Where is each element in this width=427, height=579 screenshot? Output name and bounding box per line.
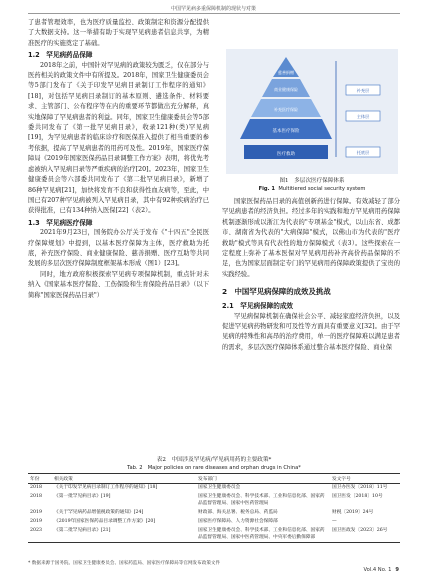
cell-year: 2019 — [30, 519, 42, 525]
paragraph: 罕见病保障机制在确保社会公平、减轻家庭经济负担，以及促进罕见病药物研发和可及性等方面具有重要意义[32]。由于罕见病的特殊性和高昂的治疗费用，单一的医疗保障难以满足患者的需求，多层次医疗保障体系通过整合基本医疗保险、商业保 — [222, 312, 400, 351]
cell-doc-number: — — [332, 519, 337, 525]
table-caption-en: Tab. 2 Major policies on rare diseases and orphan drugs in China* — [127, 465, 301, 471]
cell-department: 国家卫生健康委员会 — [198, 485, 241, 491]
cell-policy: 《2019年国家医保药品目录调整工作方案》[20] — [54, 519, 156, 525]
col-header-year: 年份 — [28, 474, 52, 484]
left-column — [28, 18, 209, 301]
cell-policy: 《关于印发罕见病目录制订工作程序的通知》[18] — [54, 485, 158, 491]
table-row — [28, 493, 400, 509]
paragraph: 2018年之前，中国针对罕见病的政策较为匮乏，仅在部分与医药相关的政策文件中有所提及。2018年，国家卫生健康委员会等5部门发布了《关于印发罕见病目录制订工作程序的通知》[18]，对包括罕见病目录制订的基本原则、遴选条件、材料要求、主管部门、公布程序等在内的重要环节都做出充分解释，真实地保障了罕见病患者的利益。同年，国家卫生健康委员会等5部委共同发布了《第一批罕见病目录》，收录121种(类)罕见病[19]，为罕见病患者的临床诊疗和医保准入提供了相当重要的参考依据，提高了罕见病患者的用药可及性。2019年，国家医疗保障局《2019年国家医保药品目录调整工作方案》表明，将优先考虑被纳入罕见病目录等严重疾病的治疗[20]。2023年，国家卫生健康委员会等六部委共同发布了《第二批罕见病目录》，新增了86种罕见病[21]，加快将发育不良和获得性血友病等，至此，中国已有207种罕见病被列入罕见病目录，其中有92种疾病治疗已获得批准，已有134种纳入医保[22]（表2）。 — [28, 61, 209, 215]
cell-department: 财政部、海关总署、税务总局、药监局 — [198, 509, 278, 515]
cell-doc-number: 财税〔2019〕24号 — [332, 509, 374, 515]
pyramid-label: 基本医疗保险 — [272, 129, 300, 134]
cell-policy: 《第一批罕见病目录》[19] — [54, 494, 111, 500]
cell-policy: 《第二批罕见病目录》[21] — [52, 527, 196, 543]
cell-year: 2019 — [30, 509, 42, 515]
figure-caption: 图1 多层次医疗保障体系 — [279, 178, 345, 184]
pyramid-label: 商业健康保险 — [274, 87, 298, 92]
right-column — [222, 197, 400, 353]
table-row — [28, 509, 400, 518]
col-header-policy: 相关政策 — [52, 474, 196, 484]
page-number: 9 — [395, 567, 399, 573]
running-header: 中国罕见病多重保障机制的现状与对策 — [170, 6, 256, 12]
pyramid-diagram — [226, 49, 398, 174]
paragraph: 国家医保药品目录的高值创新药进行保障。有效减轻了部分罕见病患者的经济负担。经过多年的实践和地方罕见病用药保障机制逐渐形成以浙江为代表的"专项基金"模式，以山东省、成都市、湖南省为代表的"大病保障"模式，以佛山市为代表的"医疗救助"模式等具有代表性的地方保障模式（表3）。这些探索在一定程度上弥补了基本医保对罕见病用药补齐高价药品保障的不足，也为国家层面制定专门的罕见病用药保障政策提供了宝贵的实践经验。 — [222, 198, 400, 278]
col-header-department: 发布部门 — [196, 474, 330, 484]
paragraph: 了患者管理效率，也为医疗质量监控、政策制定和资源分配提供了大数据支持。这一举措有助于实现罕见病患者信息共享，为精准医疗的实施奠定了基础。 — [28, 19, 209, 47]
cell-doc-number: 国卫医政发〔2023〕26号 — [330, 527, 400, 543]
table-row — [28, 518, 400, 527]
table-row — [28, 484, 400, 494]
cell-policy: 《关于罕见病药品增值税政策的通知》[24] — [54, 509, 144, 515]
section-heading-1-2: 1.2 罕见病药品保障 — [28, 51, 93, 60]
pyramid-label: 医疗救助 — [277, 152, 295, 157]
col-header-doc-number: 发文字号 — [330, 474, 400, 484]
cell-department: 国家卫生健康委员会、科学技术部、工业和信息化部、国家药品监督管理局、国家中医药管理局、中央军委后勤保障部 — [196, 527, 330, 543]
section-heading-2: 2 中国罕见病保障的成效及挑战 — [222, 287, 331, 297]
cell-doc-number: 国卫医发〔2018〕10号 — [332, 494, 383, 500]
table-caption: 表2 中国涉及罕见病/罕见病用药的主要政策* — [156, 457, 272, 463]
policy-table — [28, 473, 400, 543]
paragraph: 2021年9月23日，国务院办公厅关于发布《"十四五"全民医疗保障规划》中提到，以基本医疗保障为主体，医疗救助为托底，补充医疗保险、商业健康保险、慈善捐赠、医疗互助等共同发展的多层次医疗保障制度框架基本形成（图1）[23]。 — [28, 229, 209, 268]
side-label: 托底层 — [356, 150, 370, 155]
cell-year: 2023 — [28, 527, 52, 543]
side-label: 主体层 — [356, 114, 370, 119]
pyramid-label: 补充医疗保险 — [274, 107, 298, 112]
cell-department: 国家卫生健康委员会、科学技术部、工业和信息化部、国家药品监督管理局、国家中医药管理局 — [198, 494, 325, 506]
table-footnote: * 数据来源于国务院、国家卫生健康委员会、国家药监局、国家医疗保障局等官网发布政策文件 — [28, 561, 221, 566]
volume-label: Vol.4 No. 1 — [363, 567, 392, 573]
figure-caption-en: Fig. 1 Multitiered social security system — [258, 186, 366, 192]
cell-year: 2018 — [30, 485, 42, 491]
table-row — [28, 527, 400, 543]
table-header-row — [28, 474, 400, 484]
header-rule — [28, 13, 400, 14]
figure-caption-block — [222, 177, 402, 193]
section-heading-2-1: 2.1 罕见病保障的成效 — [222, 302, 294, 311]
cell-department: 国家医疗保障局、人力资源社会保障部 — [198, 519, 278, 525]
pyramid-label: 慈善捐赠 — [278, 70, 294, 75]
section-heading-1-3: 1.3 罕见病医疗保障 — [28, 218, 93, 227]
cell-doc-number: 国卫办医发〔2018〕11号 — [332, 485, 388, 491]
cell-year: 2018 — [30, 494, 42, 500]
side-label: 补充层 — [356, 88, 370, 93]
page-footer — [363, 567, 399, 573]
paragraph: 同时，地方政府积极探索罕见病专项保障机制，重点针对未纳入《国家基本医疗保险、工伤保险和生育保险药品目录》（以下简称"国家医保药品目录"） — [28, 270, 209, 299]
